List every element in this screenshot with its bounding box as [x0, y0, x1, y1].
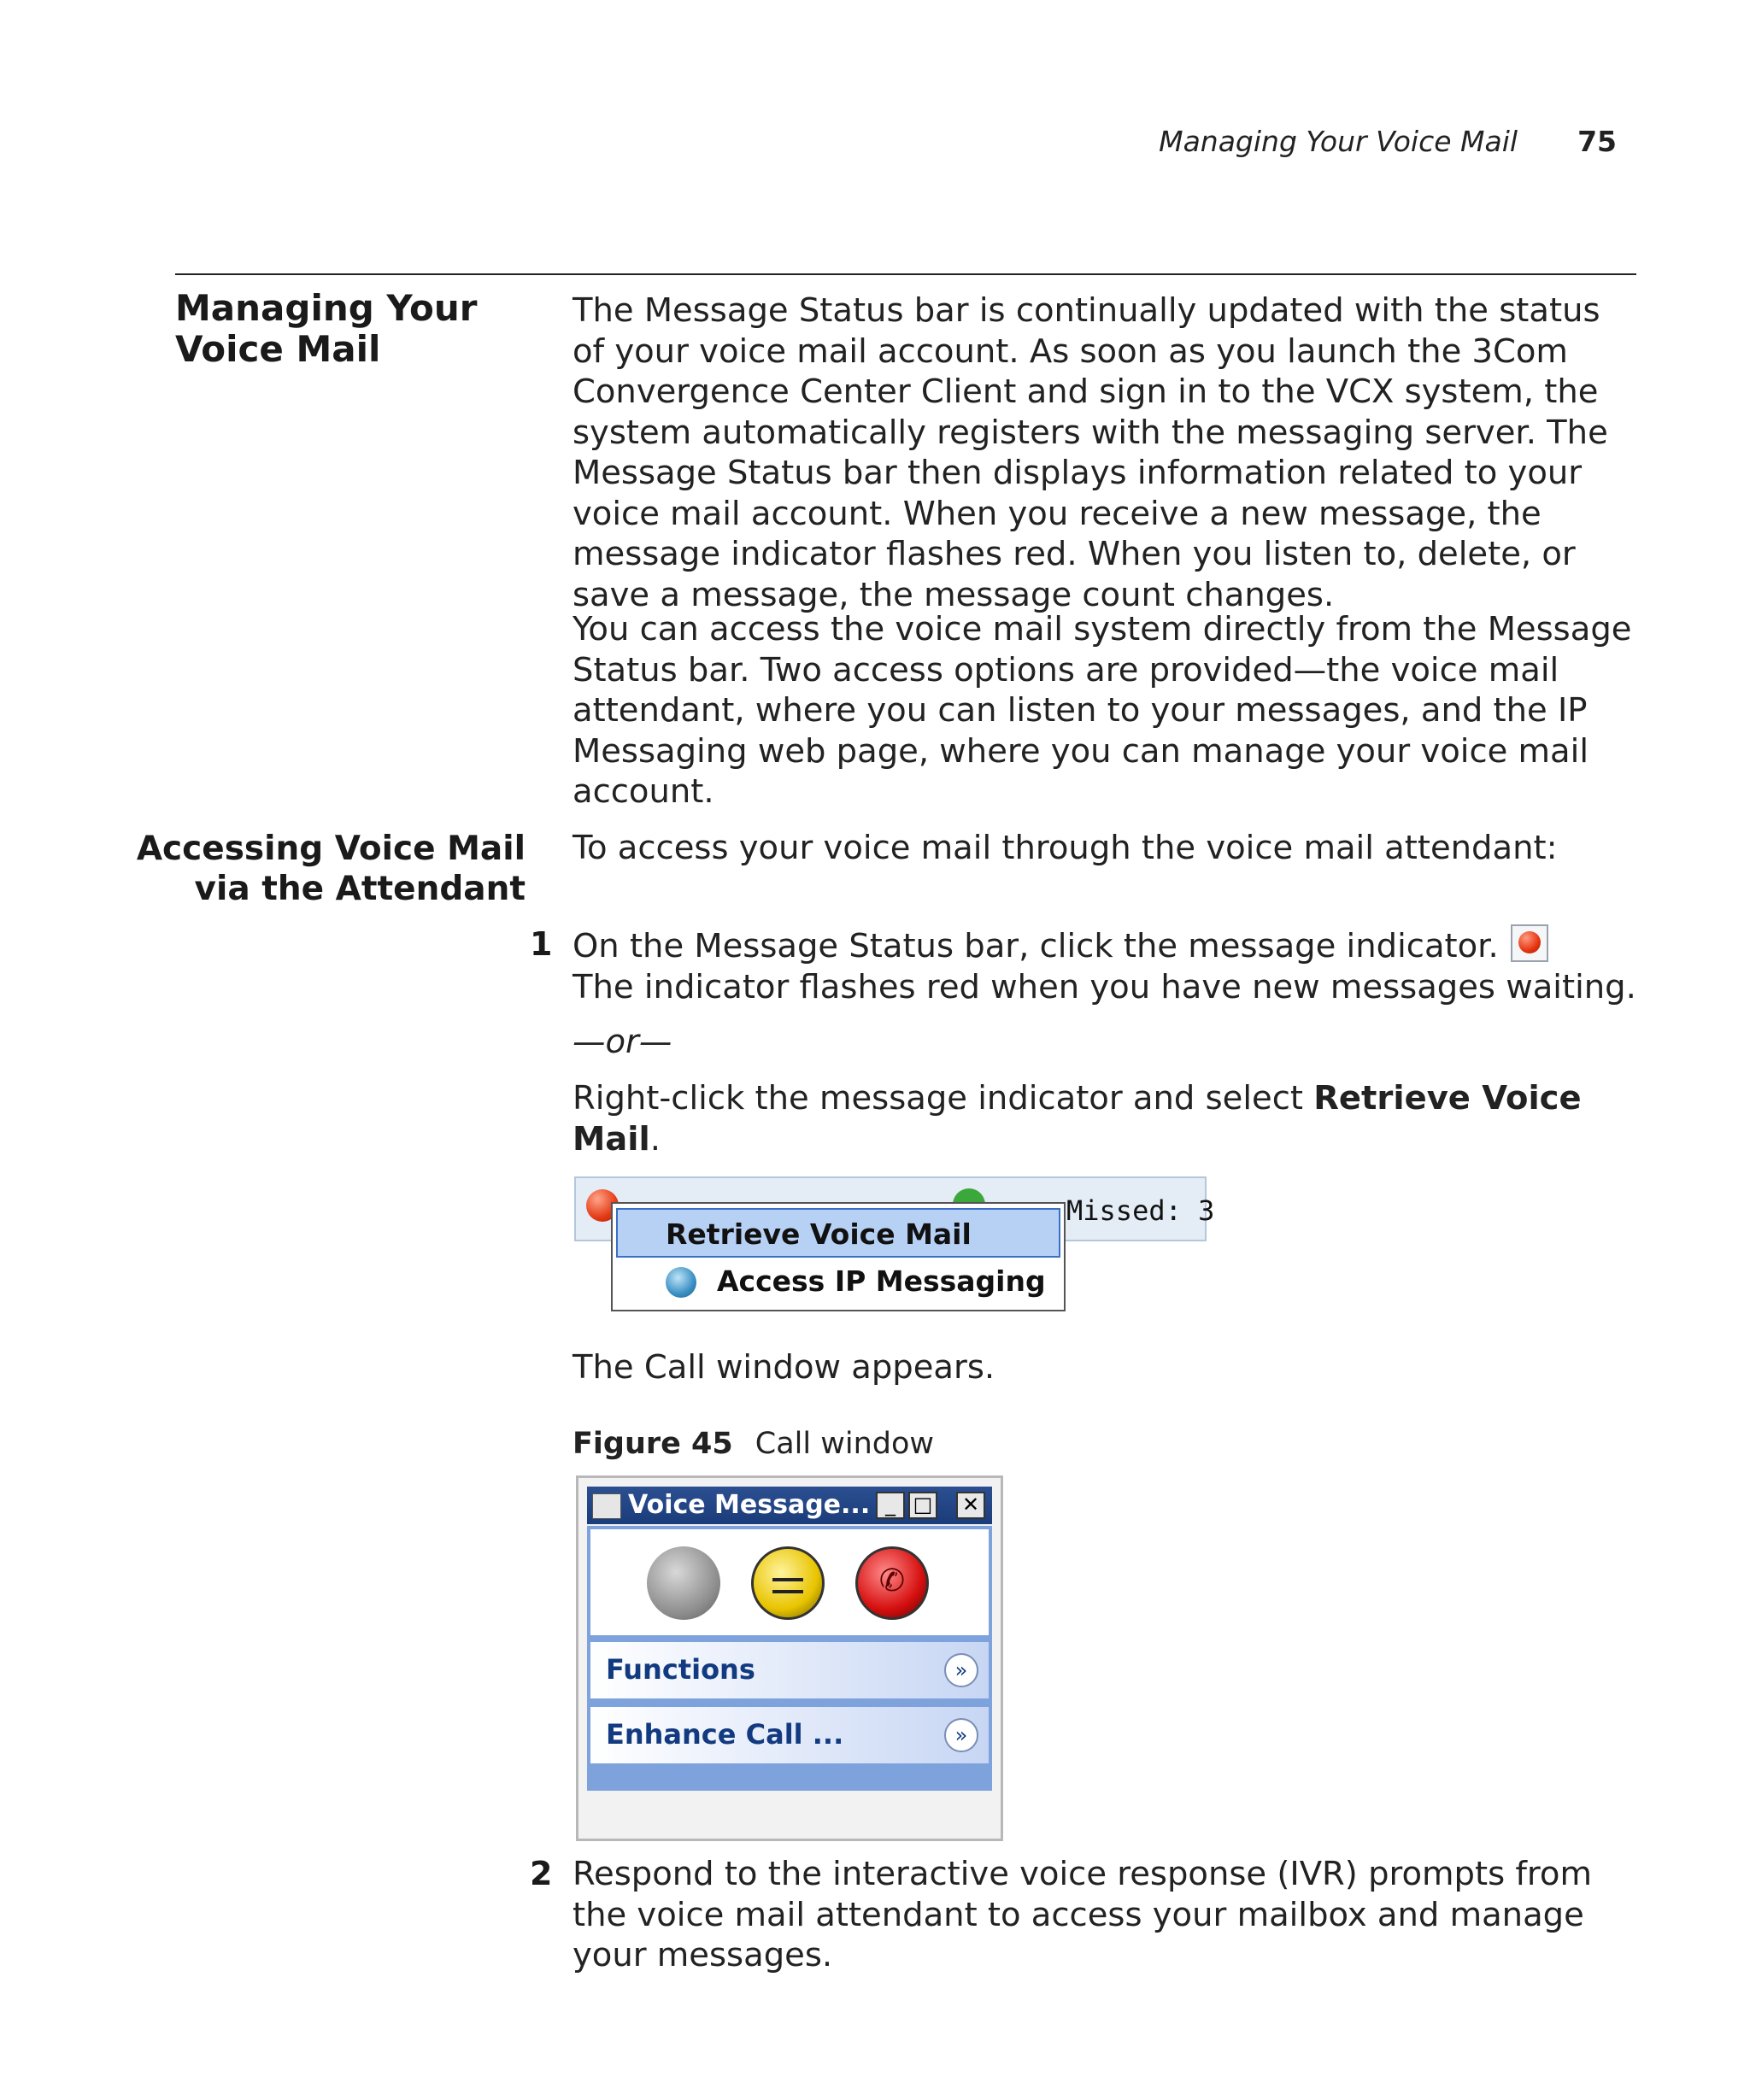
procedure-intro: To access your voice mail through the voice mail attendant:: [573, 829, 1558, 867]
enhance-call-panel-header[interactable]: [590, 1707, 989, 1763]
missed-calls-count: Missed: 3: [1066, 1194, 1215, 1227]
menu-item-access-ip-messaging-label: Access IP Messaging: [717, 1264, 1046, 1298]
call-controls-panel: [590, 1529, 989, 1635]
access-options-paragraph: You can access the voice mail system directly from the Message Status bar. Two access options are provided—the voice mail attendant, where you can listen to your messages, and the IP Messaging web page, where you can manage your voice mail account.: [573, 610, 1632, 811]
running-header: [1159, 125, 1617, 158]
right-click-suffix: .: [649, 1119, 661, 1159]
answer-call-icon[interactable]: [647, 1546, 720, 1620]
step-1: [573, 924, 1641, 1007]
call-window-titlebar[interactable]: [587, 1487, 992, 1524]
section-heading: [175, 288, 534, 370]
indicator-context-menu: [611, 1202, 1066, 1311]
figure-label: Figure 45: [573, 1427, 733, 1461]
menu-item-retrieve-voice-mail[interactable]: Retrieve Voice Mail: [616, 1208, 1060, 1258]
subsection-heading: [103, 829, 526, 909]
figure-caption: [573, 1424, 1641, 1465]
section-rule: [175, 273, 1636, 275]
section-heading-line2: Voice Mail: [175, 328, 381, 370]
step-1-line1-text: On the Message Status bar, click the message indicator.: [573, 927, 1499, 965]
right-click-prefix: Right-click the message indicator and select: [573, 1079, 1314, 1117]
chevron-down-icon[interactable]: »: [944, 1653, 978, 1687]
call-window-appears-text: The Call window appears.: [573, 1348, 995, 1387]
step-2-number: 2: [530, 1855, 553, 1892]
hangup-call-icon[interactable]: [855, 1546, 929, 1620]
call-window-body: [587, 1526, 992, 1791]
chevron-down-icon[interactable]: »: [944, 1718, 978, 1752]
menu-item-access-ip-messaging[interactable]: [616, 1257, 1110, 1306]
running-header-title: Managing Your Voice Mail: [1159, 125, 1518, 158]
close-button[interactable]: ✕: [956, 1492, 985, 1519]
intro-paragraph: The Message Status bar is continually updated with the status of your voice mail account. As soon as you launch the 3Com Convergence Center Client and sign in to the VCX system, the system automatically registers with the messaging server. The Message Status bar then displays information related to your voice mail account. When you receive a new message, the message indicator flashes red. When you listen to, delete, or save a message, the message count changes.: [573, 291, 1608, 614]
step-1-line1: [573, 924, 1641, 967]
page-number: 75: [1577, 125, 1617, 158]
globe-mail-icon: [666, 1267, 696, 1298]
step-1-number: 1: [530, 925, 553, 963]
message-indicator-icon: [1511, 924, 1548, 962]
subsection-heading-line2: via the Attendant: [194, 870, 526, 908]
right-click-command: Retrieve Voice Mail: [573, 1079, 1582, 1159]
functions-panel-label: Functions: [606, 1653, 755, 1686]
hold-call-icon[interactable]: [751, 1546, 825, 1620]
call-window: [576, 1475, 1003, 1841]
enhance-call-panel-label: Enhance Call ...: [606, 1718, 844, 1751]
app-icon: [592, 1493, 621, 1519]
subsection-heading-line1: Accessing Voice Mail: [136, 830, 526, 868]
step-2: Respond to the interactive voice response (IVR) prompts from the voice mail attendant to access your mailbox and manage your messages.: [573, 1855, 1592, 1974]
functions-panel-header[interactable]: [590, 1642, 989, 1698]
figure-caption-text: Call window: [755, 1427, 935, 1461]
right-click-instruction: [573, 1078, 1641, 1159]
maximize-button[interactable]: □: [908, 1492, 937, 1519]
section-heading-line1: Managing Your: [175, 287, 478, 329]
minimize-button[interactable]: _: [876, 1492, 905, 1519]
step-1-line2: The indicator flashes red when you have new messages waiting.: [573, 967, 1636, 1006]
call-window-title: Voice Message...: [628, 1490, 871, 1520]
or-separator: —or—: [573, 1023, 672, 1061]
